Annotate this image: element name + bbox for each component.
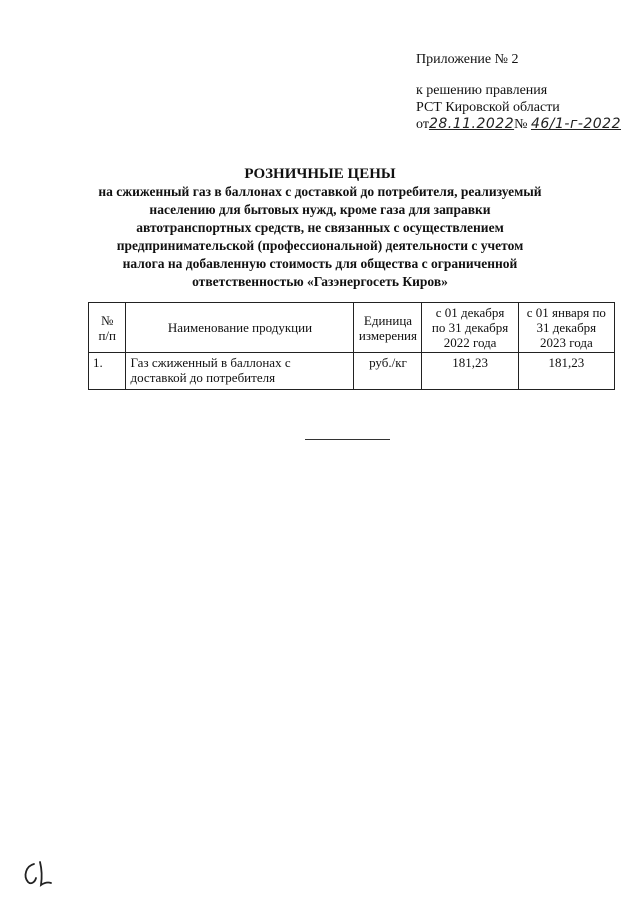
header-num: [89, 303, 126, 353]
row-product-line-2: доставкой до потребителя: [130, 370, 276, 385]
header-period-2023-line-1: с 01 января по: [526, 305, 606, 320]
heading-line-4: предпринимательской (профессиональной) деятельности с учетом: [116, 238, 524, 253]
handwritten-number: 46/1-г-2022: [530, 116, 621, 132]
header-period-2022-line-1: с 01 декабря: [435, 305, 505, 320]
table-row: [89, 353, 615, 390]
header-unit: [354, 303, 422, 353]
heading-line-2: населению для бытовых нужд, кроме газа для заправки: [149, 202, 491, 217]
end-separator-line: [305, 439, 390, 440]
appendix-title: Приложение № 2: [416, 52, 519, 67]
heading-line-6: ответственностью «Газэнергосеть Киров»: [192, 274, 448, 289]
handwritten-initials-mark: [20, 858, 54, 888]
header-period-2022: [422, 303, 518, 353]
price-table: [88, 302, 615, 390]
decision-line: к решению правления: [416, 83, 548, 98]
handwritten-date: 28.11.2022: [428, 116, 515, 132]
row-unit: руб./кг: [354, 353, 422, 390]
heading-line-3: автотранспортных средств, не связанных с осуществлением: [136, 220, 504, 235]
header-num-line-2: п/п: [98, 327, 116, 343]
row-product: [126, 353, 354, 390]
row-price-2022: 181,23: [422, 353, 518, 390]
authority-line: РСТ Кировской области: [416, 100, 560, 115]
date-number-line: [416, 116, 621, 133]
header-period-2022-line-2: по 31 декабря: [431, 320, 509, 335]
header-product: Наименование продукции: [126, 303, 354, 353]
row-price-2023: 181,23: [518, 353, 614, 390]
header-period-2022-line-3: 2022 года: [443, 335, 497, 350]
heading-line-5: налога на добавленную стоимость для общества с ограниченной: [122, 256, 518, 271]
header-period-2023-line-3: 2023 года: [539, 335, 593, 350]
from-label: от: [416, 117, 429, 132]
header-period-2023-line-2: 31 декабря: [536, 320, 597, 335]
table-header-row: [89, 303, 615, 353]
row-num: 1.: [89, 353, 126, 390]
number-sign: №: [514, 117, 528, 132]
document-heading: [90, 165, 550, 291]
document-title: РОЗНИЧНЫЕ ЦЕНЫ: [244, 166, 396, 182]
row-product-line-1: Газ сжиженный в баллонах с: [130, 355, 291, 370]
header-unit-line-1: Единица: [363, 312, 413, 328]
header-num-line-1: №: [101, 312, 114, 328]
appendix-block: [416, 51, 621, 133]
heading-line-1: на сжиженный газ в баллонах с доставкой до потребителя, реализуемый: [98, 184, 542, 199]
header-period-2023: [518, 303, 614, 353]
header-unit-line-2: измерения: [358, 327, 417, 343]
